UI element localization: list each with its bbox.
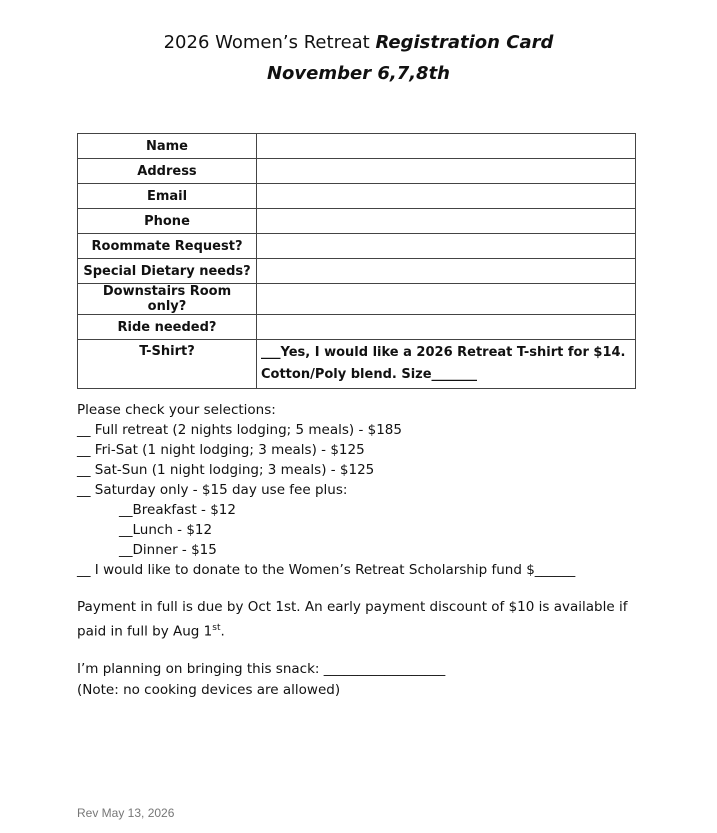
table-row [78,315,636,340]
payment-text: Payment in full is due by Oct 1st. An early payment discount of $10 is available if paid in full by Aug 1 [77,599,628,640]
ride-field[interactable] [257,315,636,340]
option-fri-sat[interactable]: __ Fri-Sat (1 night lodging; 3 meals) - $125 [77,442,365,458]
title-line-1 [0,30,717,56]
row-label: Ride needed? [78,315,257,340]
dietary-field[interactable] [257,259,636,284]
snack-section [77,659,657,701]
payment-end: . [220,623,225,640]
registration-table [77,133,636,389]
title-plain: 2026 Women’s Retreat [163,32,376,53]
address-field[interactable] [257,159,636,184]
table-row [78,159,636,184]
option-sat-sun[interactable]: __ Sat-Sun (1 night lodging; 3 meals) - $125 [77,462,375,478]
row-label: Address [78,159,257,184]
row-label: Special Dietary needs? [78,259,257,284]
selections-heading: Please check your selections: [77,402,276,418]
option-dinner[interactable]: __Dinner - $15 [119,542,217,558]
table-row [78,184,636,209]
revision-footer: Rev May 13, 2026 [77,806,175,820]
option-lunch[interactable]: __Lunch - $12 [119,522,213,538]
email-field[interactable] [257,184,636,209]
document-title [0,30,717,88]
option-saturday-only[interactable]: __ Saturday only - $15 day use fee plus: [77,482,348,498]
snack-note: (Note: no cooking devices are allowed) [77,682,341,698]
row-label: T-Shirt? [78,340,257,389]
row-label: Name [78,134,257,159]
table-row [78,234,636,259]
option-donate[interactable]: __ I would like to donate to the Women’s Retreat Scholarship fund $______ [77,562,576,578]
row-label: Downstairs Room only? [78,284,257,315]
title-emphasis: Registration Card [375,32,554,53]
title-dates: November 6,7,8th [266,63,451,84]
selections-section [77,400,575,580]
downstairs-field[interactable] [257,284,636,315]
option-breakfast[interactable]: __Breakfast - $12 [119,502,236,518]
phone-field[interactable] [257,209,636,234]
option-full-retreat[interactable]: __ Full retreat (2 nights lodging; 5 meals) - $185 [77,422,402,438]
payment-note [77,597,657,643]
table-row [78,259,636,284]
snack-line[interactable]: I’m planning on bringing this snack: __________________ [77,661,446,677]
table-row [78,284,636,315]
row-label: Phone [78,209,257,234]
table-row [78,340,636,389]
roommate-field[interactable] [257,234,636,259]
name-field[interactable] [257,134,636,159]
table-row [78,134,636,159]
table-row [78,209,636,234]
payment-sup: st [212,623,221,633]
row-label: Email [78,184,257,209]
tshirt-field[interactable]: ___Yes, I would like a 2026 Retreat T-shirt for $14. Cotton/Poly blend. Size_______ [257,340,636,389]
row-label: Roommate Request? [78,234,257,259]
